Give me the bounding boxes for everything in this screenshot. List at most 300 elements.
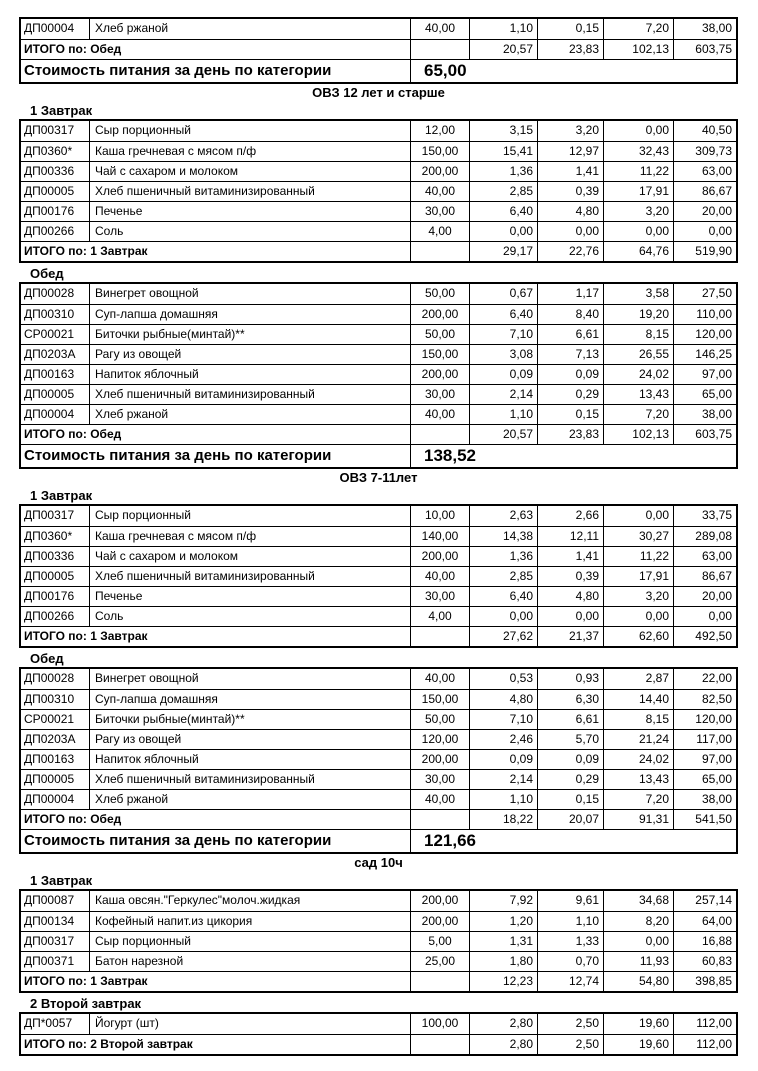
item-value-4: 38,00 xyxy=(701,792,732,806)
table-row xyxy=(21,606,736,626)
item-code: ДП00266 xyxy=(21,607,90,626)
item-value-2: 12,11 xyxy=(538,527,604,546)
total-value-3: 102,13 xyxy=(604,425,674,444)
item-code: ДП00266 xyxy=(21,222,90,241)
item-value-4: 120,00 xyxy=(695,327,732,341)
item-value-2: 4,80 xyxy=(538,587,604,606)
day-cost-label: Стоимость питания за день по категории xyxy=(21,830,411,852)
item-value-1: 7,10 xyxy=(470,710,538,729)
item-code: ДП00028 xyxy=(21,669,90,689)
table-row xyxy=(21,891,736,911)
section-title: ОВЗ 12 лет и старше xyxy=(312,85,445,100)
item-qty: 200,00 xyxy=(411,912,470,931)
item-value-4: 97,00 xyxy=(701,367,732,381)
item-value-3: 21,24 xyxy=(604,730,674,749)
item-value-3: 3,20 xyxy=(604,587,674,606)
item-value-4: 33,75 xyxy=(701,508,732,522)
item-name: Биточки рыбные(минтай)** xyxy=(90,325,411,344)
total-qty-empty xyxy=(411,627,470,646)
total-value-3: 62,60 xyxy=(604,627,674,646)
item-value-2: 1,41 xyxy=(538,162,604,181)
total-qty-empty xyxy=(411,972,470,991)
item-name: Хлеб ржаной xyxy=(90,405,411,424)
item-qty: 150,00 xyxy=(411,345,470,364)
item-code: СР00021 xyxy=(21,325,90,344)
item-value-2: 2,66 xyxy=(538,506,604,526)
item-value-1: 3,15 xyxy=(470,121,538,141)
item-value-4: 120,00 xyxy=(695,712,732,726)
total-value-2: 22,76 xyxy=(538,242,604,261)
item-value-3: 13,43 xyxy=(604,770,674,789)
item-value-1: 0,09 xyxy=(470,365,538,384)
table-row xyxy=(21,304,736,324)
total-label: ИТОГО по: 1 Завтрак xyxy=(21,972,411,991)
total-value-1: 29,17 xyxy=(470,242,538,261)
item-value-1: 1,20 xyxy=(470,912,538,931)
item-value-1: 2,80 xyxy=(470,1014,538,1034)
table-block xyxy=(19,667,738,854)
item-name: Кофейный напит.из цикория xyxy=(90,912,411,931)
item-qty: 30,00 xyxy=(411,587,470,606)
item-value-4: 110,00 xyxy=(696,307,732,321)
item-value-1: 1,31 xyxy=(470,932,538,951)
item-code: ДП*0057 xyxy=(21,1014,90,1034)
item-value-2: 4,80 xyxy=(538,202,604,221)
item-value-2: 6,30 xyxy=(538,690,604,709)
table-row xyxy=(21,1014,736,1034)
table-block xyxy=(19,119,738,263)
total-label: ИТОГО по: 1 Завтрак xyxy=(21,242,411,261)
item-value-1: 0,53 xyxy=(470,669,538,689)
item-value-3: 19,20 xyxy=(604,305,674,324)
item-value-4: 16,88 xyxy=(701,934,732,948)
item-code: ДП00310 xyxy=(21,305,90,324)
total-label: ИТОГО по: 1 Завтрак xyxy=(21,627,411,646)
total-label: ИТОГО по: 2 Второй завтрак xyxy=(21,1035,411,1054)
total-value-2: 2,50 xyxy=(538,1035,604,1054)
item-code: ДП0360* xyxy=(21,142,90,161)
item-code: ДП00005 xyxy=(21,770,90,789)
item-value-2: 1,33 xyxy=(538,932,604,951)
day-cost-value: 138,52 xyxy=(424,446,476,465)
item-value-4: 38,00 xyxy=(701,407,732,421)
item-value-3: 0,00 xyxy=(604,932,674,951)
item-name: Чай с сахаром и молоком xyxy=(90,547,411,566)
item-value-1: 2,14 xyxy=(470,770,538,789)
item-value-4: 60,83 xyxy=(701,954,732,968)
item-qty: 120,00 xyxy=(411,730,470,749)
item-name: Винегрет овощной xyxy=(90,669,411,689)
item-value-2: 7,13 xyxy=(538,345,604,364)
item-name: Суп-лапша домашняя xyxy=(90,690,411,709)
total-label: ИТОГО по: Обед xyxy=(21,40,411,59)
item-value-4: 146,25 xyxy=(695,347,732,361)
table-row xyxy=(21,689,736,709)
item-qty: 30,00 xyxy=(411,202,470,221)
item-value-4: 0,00 xyxy=(708,224,732,238)
item-value-4: 64,00 xyxy=(701,914,732,928)
item-value-3: 8,15 xyxy=(604,710,674,729)
item-value-4: 112,00 xyxy=(696,1016,732,1030)
item-code: ДП00005 xyxy=(21,182,90,201)
item-qty: 30,00 xyxy=(411,385,470,404)
table-row xyxy=(21,789,736,809)
item-code: ДП0203А xyxy=(21,345,90,364)
item-qty: 40,00 xyxy=(411,405,470,424)
total-qty-empty xyxy=(411,242,470,261)
item-value-3: 30,27 xyxy=(604,527,674,546)
item-value-1: 2,63 xyxy=(470,506,538,526)
total-value-2: 23,83 xyxy=(538,425,604,444)
table-row xyxy=(21,221,736,241)
item-qty: 200,00 xyxy=(411,750,470,769)
table-block xyxy=(19,504,738,648)
total-value-1: 20,57 xyxy=(470,40,538,59)
table-row xyxy=(21,284,736,304)
total-row xyxy=(21,424,736,444)
table-row xyxy=(21,324,736,344)
table-block xyxy=(19,17,738,84)
item-value-2: 0,39 xyxy=(538,567,604,586)
total-value-4: 398,85 xyxy=(695,974,732,988)
item-qty: 40,00 xyxy=(411,567,470,586)
item-value-3: 0,00 xyxy=(604,607,674,626)
item-name: Хлеб ржаной xyxy=(90,790,411,809)
total-value-1: 20,57 xyxy=(470,425,538,444)
day-cost-row xyxy=(21,444,736,467)
item-value-2: 5,70 xyxy=(538,730,604,749)
table-row xyxy=(21,586,736,606)
item-qty: 10,00 xyxy=(411,506,470,526)
item-qty: 12,00 xyxy=(411,121,470,141)
item-name: Хлеб пшеничный витаминизированный xyxy=(90,385,411,404)
table-row xyxy=(21,911,736,931)
item-code: ДП00310 xyxy=(21,690,90,709)
day-cost-value: 121,66 xyxy=(424,831,476,850)
meal-group-label: 1 Завтрак xyxy=(30,488,93,503)
item-value-4: 27,50 xyxy=(701,286,732,300)
item-value-1: 2,85 xyxy=(470,182,538,201)
table-row xyxy=(21,404,736,424)
item-value-3: 17,91 xyxy=(604,567,674,586)
table-row xyxy=(21,931,736,951)
table-row xyxy=(21,749,736,769)
item-qty: 4,00 xyxy=(411,607,470,626)
total-value-4: 603,75 xyxy=(695,42,732,56)
total-value-2: 20,07 xyxy=(538,810,604,829)
item-value-4: 65,00 xyxy=(701,387,732,401)
table-row xyxy=(21,526,736,546)
item-code: ДП00317 xyxy=(21,121,90,141)
item-value-2: 0,00 xyxy=(538,222,604,241)
item-qty: 50,00 xyxy=(411,710,470,729)
total-qty-empty xyxy=(411,40,470,59)
table-row xyxy=(21,344,736,364)
item-code: ДП00163 xyxy=(21,750,90,769)
item-value-3: 8,15 xyxy=(604,325,674,344)
item-value-1: 2,46 xyxy=(470,730,538,749)
item-name: Суп-лапша домашняя xyxy=(90,305,411,324)
table-row xyxy=(21,769,736,789)
item-name: Хлеб ржаной xyxy=(90,19,411,39)
table-row xyxy=(21,546,736,566)
total-value-4: 603,75 xyxy=(695,427,732,441)
total-value-2: 23,83 xyxy=(538,40,604,59)
item-value-3: 24,02 xyxy=(604,750,674,769)
item-value-2: 1,41 xyxy=(538,547,604,566)
item-value-4: 65,00 xyxy=(701,772,732,786)
item-value-2: 0,15 xyxy=(538,405,604,424)
table-row xyxy=(21,181,736,201)
meal-group-label: Обед xyxy=(30,651,64,666)
item-name: Хлеб пшеничный витаминизированный xyxy=(90,770,411,789)
total-value-3: 64,76 xyxy=(604,242,674,261)
item-name: Сыр порционный xyxy=(90,121,411,141)
item-value-4: 309,73 xyxy=(695,144,732,158)
total-qty-empty xyxy=(411,1035,470,1054)
table-row xyxy=(21,506,736,526)
total-value-3: 91,31 xyxy=(604,810,674,829)
table-row xyxy=(21,669,736,689)
item-code: ДП00028 xyxy=(21,284,90,304)
section-title: сад 10ч xyxy=(354,855,403,870)
item-value-4: 63,00 xyxy=(701,549,732,563)
item-name: Рагу из овощей xyxy=(90,345,411,364)
item-qty: 200,00 xyxy=(411,891,470,911)
total-value-4: 541,50 xyxy=(695,812,732,826)
item-code: ДП00087 xyxy=(21,891,90,911)
day-cost-row xyxy=(21,59,736,82)
total-value-1: 18,22 xyxy=(470,810,538,829)
item-value-1: 7,92 xyxy=(470,891,538,911)
item-value-2: 6,61 xyxy=(538,325,604,344)
item-value-4: 289,08 xyxy=(695,529,732,543)
total-value-3: 19,60 xyxy=(604,1035,674,1054)
item-value-3: 19,60 xyxy=(604,1014,674,1034)
total-value-2: 21,37 xyxy=(538,627,604,646)
item-value-2: 0,39 xyxy=(538,182,604,201)
item-value-3: 0,00 xyxy=(604,222,674,241)
item-value-2: 1,10 xyxy=(538,912,604,931)
table-row xyxy=(21,161,736,181)
item-name: Биточки рыбные(минтай)** xyxy=(90,710,411,729)
item-qty: 150,00 xyxy=(411,142,470,161)
item-qty: 5,00 xyxy=(411,932,470,951)
item-value-1: 6,40 xyxy=(470,305,538,324)
item-name: Сыр порционный xyxy=(90,932,411,951)
item-code: СР00021 xyxy=(21,710,90,729)
total-value-4: 519,90 xyxy=(695,244,732,258)
item-value-4: 20,00 xyxy=(701,589,732,603)
item-code: ДП00004 xyxy=(21,790,90,809)
meal-group-label: Обед xyxy=(30,266,64,281)
total-value-3: 54,80 xyxy=(604,972,674,991)
meal-group-label: 1 Завтрак xyxy=(30,873,93,888)
table-row xyxy=(21,141,736,161)
item-qty: 40,00 xyxy=(411,790,470,809)
item-code: ДП00371 xyxy=(21,952,90,971)
table-row xyxy=(21,709,736,729)
item-code: ДП00176 xyxy=(21,587,90,606)
item-value-3: 8,20 xyxy=(604,912,674,931)
item-value-1: 2,85 xyxy=(470,567,538,586)
item-value-4: 86,67 xyxy=(701,569,732,583)
item-qty: 50,00 xyxy=(411,284,470,304)
table-row xyxy=(21,121,736,141)
item-qty: 25,00 xyxy=(411,952,470,971)
item-value-1: 6,40 xyxy=(470,587,538,606)
item-name: Йогурт (шт) xyxy=(90,1014,411,1034)
total-value-4: 112,00 xyxy=(696,1037,732,1051)
total-label: ИТОГО по: Обед xyxy=(21,810,411,829)
item-name: Хлеб пшеничный витаминизированный xyxy=(90,567,411,586)
item-value-3: 7,20 xyxy=(604,19,674,39)
total-value-2: 12,74 xyxy=(538,972,604,991)
item-value-2: 0,15 xyxy=(538,790,604,809)
total-row xyxy=(21,1034,736,1054)
total-value-1: 27,62 xyxy=(470,627,538,646)
total-value-3: 102,13 xyxy=(604,40,674,59)
item-value-2: 0,15 xyxy=(538,19,604,39)
item-value-2: 0,29 xyxy=(538,385,604,404)
item-code: ДП00336 xyxy=(21,162,90,181)
item-name: Печенье xyxy=(90,587,411,606)
item-value-3: 11,22 xyxy=(604,547,674,566)
total-row xyxy=(21,971,736,991)
item-value-4: 257,14 xyxy=(695,893,732,907)
item-value-1: 0,09 xyxy=(470,750,538,769)
item-name: Хлеб пшеничный витаминизированный xyxy=(90,182,411,201)
table-row xyxy=(21,19,736,39)
item-value-2: 0,09 xyxy=(538,365,604,384)
item-code: ДП0203А xyxy=(21,730,90,749)
item-value-1: 7,10 xyxy=(470,325,538,344)
item-name: Рагу из овощей xyxy=(90,730,411,749)
item-value-4: 117,00 xyxy=(696,732,732,746)
item-qty: 100,00 xyxy=(411,1014,470,1034)
table-block xyxy=(19,1012,738,1056)
item-value-3: 11,22 xyxy=(604,162,674,181)
item-code: ДП00317 xyxy=(21,932,90,951)
item-code: ДП00134 xyxy=(21,912,90,931)
item-value-2: 12,97 xyxy=(538,142,604,161)
total-row xyxy=(21,39,736,59)
item-code: ДП00317 xyxy=(21,506,90,526)
item-qty: 140,00 xyxy=(411,527,470,546)
day-cost-row xyxy=(21,829,736,852)
item-value-4: 63,00 xyxy=(701,164,732,178)
item-value-3: 26,55 xyxy=(604,345,674,364)
item-qty: 4,00 xyxy=(411,222,470,241)
total-value-1: 2,80 xyxy=(470,1035,538,1054)
total-qty-empty xyxy=(411,810,470,829)
item-value-2: 2,50 xyxy=(538,1014,604,1034)
item-value-3: 0,00 xyxy=(604,506,674,526)
item-value-3: 0,00 xyxy=(604,121,674,141)
item-value-3: 34,68 xyxy=(604,891,674,911)
item-value-3: 24,02 xyxy=(604,365,674,384)
item-value-4: 0,00 xyxy=(708,609,732,623)
item-value-2: 0,70 xyxy=(538,952,604,971)
table-row xyxy=(21,384,736,404)
item-qty: 50,00 xyxy=(411,325,470,344)
item-name: Напиток яблочный xyxy=(90,750,411,769)
item-value-3: 11,93 xyxy=(604,952,674,971)
total-row xyxy=(21,809,736,829)
item-value-4: 38,00 xyxy=(701,21,732,35)
item-value-1: 1,36 xyxy=(470,547,538,566)
item-value-3: 7,20 xyxy=(604,790,674,809)
day-cost-value: 65,00 xyxy=(424,61,467,80)
item-value-3: 13,43 xyxy=(604,385,674,404)
item-code: ДП00004 xyxy=(21,19,90,39)
item-value-4: 97,00 xyxy=(701,752,732,766)
item-name: Чай с сахаром и молоком xyxy=(90,162,411,181)
meal-group-label: 1 Завтрак xyxy=(30,103,93,118)
item-value-1: 0,67 xyxy=(470,284,538,304)
item-name: Соль xyxy=(90,222,411,241)
item-qty: 200,00 xyxy=(411,547,470,566)
item-value-1: 0,00 xyxy=(470,222,538,241)
total-qty-empty xyxy=(411,425,470,444)
item-qty: 40,00 xyxy=(411,669,470,689)
item-code: ДП00005 xyxy=(21,385,90,404)
total-row xyxy=(21,626,736,646)
item-value-1: 1,80 xyxy=(470,952,538,971)
table-row xyxy=(21,566,736,586)
item-qty: 200,00 xyxy=(411,305,470,324)
item-value-4: 82,50 xyxy=(701,692,732,706)
item-qty: 40,00 xyxy=(411,19,470,39)
item-value-3: 32,43 xyxy=(604,142,674,161)
item-value-2: 0,93 xyxy=(538,669,604,689)
item-value-2: 6,61 xyxy=(538,710,604,729)
table-row xyxy=(21,201,736,221)
meal-cost-report xyxy=(19,17,738,1056)
item-value-2: 0,00 xyxy=(538,607,604,626)
item-value-4: 20,00 xyxy=(701,204,732,218)
item-value-3: 2,87 xyxy=(604,669,674,689)
item-value-1: 15,41 xyxy=(470,142,538,161)
item-name: Сыр порционный xyxy=(90,506,411,526)
item-value-1: 0,00 xyxy=(470,607,538,626)
item-code: ДП00336 xyxy=(21,547,90,566)
item-value-1: 14,38 xyxy=(470,527,538,546)
table-row xyxy=(21,729,736,749)
table-block xyxy=(19,282,738,469)
item-name: Печенье xyxy=(90,202,411,221)
table-row xyxy=(21,951,736,971)
item-value-4: 40,50 xyxy=(701,123,732,137)
item-value-2: 9,61 xyxy=(538,891,604,911)
item-value-1: 1,36 xyxy=(470,162,538,181)
item-code: ДП00176 xyxy=(21,202,90,221)
item-code: ДП00163 xyxy=(21,365,90,384)
day-cost-label: Стоимость питания за день по категории xyxy=(21,445,411,467)
item-qty: 150,00 xyxy=(411,690,470,709)
item-name: Каша гречневая с мясом п/ф xyxy=(90,527,411,546)
item-name: Соль xyxy=(90,607,411,626)
item-value-4: 22,00 xyxy=(701,671,732,685)
item-qty: 30,00 xyxy=(411,770,470,789)
item-qty: 200,00 xyxy=(411,162,470,181)
item-value-1: 1,10 xyxy=(470,790,538,809)
total-label: ИТОГО по: Обед xyxy=(21,425,411,444)
item-value-2: 8,40 xyxy=(538,305,604,324)
item-value-4: 86,67 xyxy=(701,184,732,198)
item-value-2: 1,17 xyxy=(538,284,604,304)
item-name: Каша овсян."Геркулес"молоч.жидкая xyxy=(90,891,411,911)
